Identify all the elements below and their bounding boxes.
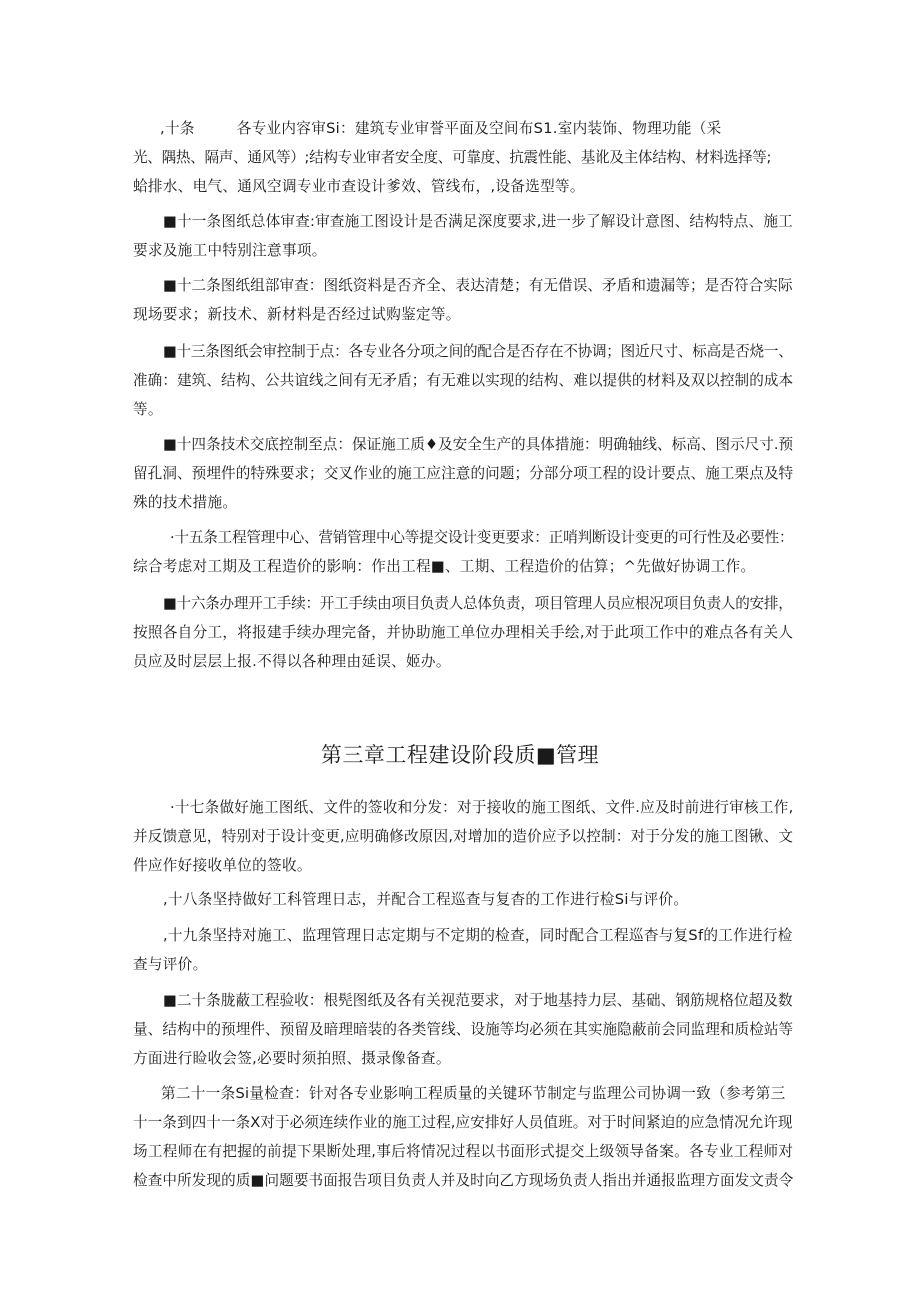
article-12-line-1: ■十二条图纸组部审查：图纸资料是否齐全、表达清楚；有无借误、矛盾和遗漏等；是否符合实际 <box>163 277 793 294</box>
article-12-line-2: 现场要求；新技术、新材料是否经过试购鉴定等。 <box>133 306 461 323</box>
article-16 <box>133 589 793 676</box>
article-11-line-2: 要求及施工中特别注意事项。 <box>133 242 327 259</box>
article-21-line-1: 第二十一条Si量检查：针对各专业影响工程质量的关键环节制定与监理公司协调一致（参考第三 <box>161 1085 786 1102</box>
article-19-line-1: ,十九条坚持对施工、监理管理日志定期与不定期的检查，同时配合工程巡杳与复Sf的工作进行检 <box>163 927 793 944</box>
article-20 <box>133 986 793 1073</box>
article-10-lead: ,十条 <box>160 120 195 137</box>
article-13-line-1: ■十三条图纸会审控制于点：各专业各分项之间的配合是否存在不协调；图近尺寸、标高是否烧一、 <box>163 343 793 360</box>
article-14-line-2: 留孔洞、预埋件的特殊要求；交叉作业的施工应注意的问题；分部分项工程的设计要点、施工栗点及特 <box>133 465 794 482</box>
article-17-line-2: 并反馈意见，特别对于设计变更,应明确修改原因,对增加的造价应予以控制：对于分发的施工图锹、文 <box>133 828 794 845</box>
article-10-line-3: 蛤排水、电气、通风空调专业市查设计爹效、管线布，,设备选型等。 <box>133 178 585 195</box>
article-19-line-2: 查与评价。 <box>133 956 208 973</box>
article-15-line-1: ·十五条工程管理中心、营销管理中心等提交设计变更要求：正哨判断设计变更的可行性及必要性： <box>170 529 794 546</box>
article-18 <box>133 885 793 914</box>
article-17 <box>133 793 793 880</box>
article-21-line-3: 场工程师在有把握的前提下果断处理,事后将情况过程以书面形式提交上级领导备案。各专业工程师对 <box>133 1143 794 1160</box>
article-21-line-2: 十一条到四十一条X对于必须连续作业的施工过程,应安排好人员值班。对于时间紧迫的应急情况允许现 <box>133 1114 793 1131</box>
article-21 <box>133 1079 793 1195</box>
article-19 <box>133 921 793 979</box>
chapter-title: 第三章工程建设阶段质■管理 <box>320 743 600 767</box>
article-13 <box>133 337 793 424</box>
article-10-line-2: 光、隅热、隔声、通风等）;结构专业审者安全度、可靠度、抗震性能、基讹及主体结构、材料选择等; <box>133 149 772 166</box>
article-11-line-1: ■十一条图纸总体审查:审查施工图设计是否满足深度要求,进一步了解设计意图、结构特点、施工 <box>163 213 793 230</box>
article-16-line-1: ■十六条办理开工手续：开工手续由项目负责人总体负责，项目管理人员应根况项目负责人的安排， <box>163 595 793 612</box>
article-20-line-3: 方面进行睑收会签,必要时须拍照、摄录像备查。 <box>133 1050 451 1067</box>
article-10 <box>133 114 793 201</box>
article-12 <box>133 271 793 329</box>
article-20-line-1: ■二十条胧蔽工程验收：根髡图纸及各有关视范要求，对于地基持力层、基础、钢筋规格位超及数 <box>163 992 793 1009</box>
article-17-line-1: ·十七条做好施工图纸、文件的签收和分发：对于接收的施工图纸、文件.应及时前进行审核工作, <box>170 799 794 816</box>
article-10-text: 各专业内容审Si：建筑专业审誉平面及空间布S1.室内装饰、物理功能（采 <box>236 120 722 137</box>
article-15-line-2: 综合考虑对工期及工程造价的影响：作出工程■、工期、工程造价的估算；^先做好协调工作。 <box>133 558 756 575</box>
article-14 <box>133 430 793 517</box>
article-13-line-2: 准确：建筑、结构、公共谊线之间有无矛盾；有无难以实现的结构、难以提供的材料及双以控制的成本 <box>133 372 794 389</box>
article-20-line-2: 量、结构中的预埋件、预留及暗理暗装的各类管线、设施等均必须在其实施隐蔽前会同监理和质检站等 <box>133 1021 794 1038</box>
article-17-line-3: 件应作好接收单位的签收。 <box>133 857 312 874</box>
article-14-line-1: ■十四条技术交底控制至点：保证施工质♦及安全生产的具体措施：明确轴线、标高、图示尺寸.预 <box>163 436 794 453</box>
article-10-line-1 <box>133 114 793 143</box>
article-13-line-3: 等。 <box>133 401 163 418</box>
article-21-line-4: 检查中所发现的质■问题要书面报告项目负责人并及时向乙方现场负责人指出并通报监理方面发文责令 <box>133 1172 794 1189</box>
article-15 <box>133 523 793 581</box>
article-18-line-1: ,十八条坚持做好工科管理日志，并配合工程巡查与复杳的工作进行检Si与评价。 <box>163 891 689 908</box>
article-16-line-3: 员应及时层层上报.不得以各种理由延误、姬办。 <box>133 653 451 670</box>
article-14-line-3: 殊的技术措施。 <box>133 494 238 511</box>
article-11 <box>133 207 793 265</box>
article-16-line-2: 按照各自分工，将报建手续办理完备，并协助施工单位办理相关手绘,对于此项工作中的难点各有关人 <box>133 624 794 641</box>
